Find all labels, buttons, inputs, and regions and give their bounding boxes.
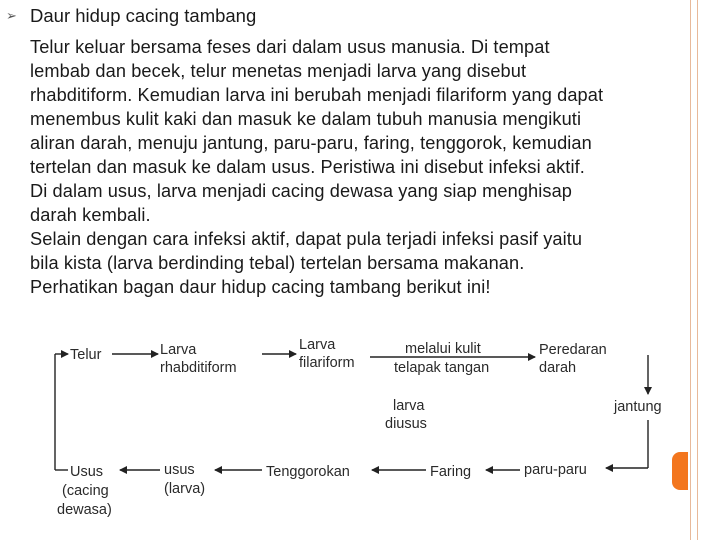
node-line: rhabditiform — [160, 360, 237, 376]
node-line: telapak tangan — [394, 360, 490, 376]
paragraph-line: tertelan dan masuk ke dalam usus. Peristiwa ini disebut infeksi aktif. — [30, 157, 585, 177]
node-usus-cacing-dewasa — [57, 464, 113, 518]
node-jantung: jantung — [614, 399, 662, 415]
paragraph-line: darah kembali. — [30, 205, 151, 225]
node-line: usus — [164, 462, 195, 478]
node-faring: Faring — [430, 464, 472, 480]
node-larva-diusus — [385, 398, 428, 432]
edge-label-melalui-kulit — [394, 341, 489, 376]
paragraph-line: bila kista (larva berdinding tebal) tertelan bersama makanan. — [30, 253, 525, 273]
node-larva-rhabditiform — [160, 342, 237, 376]
node-usus-larva — [164, 462, 205, 497]
node-line: darah — [539, 360, 577, 376]
node-paru-paru: paru-paru — [524, 462, 587, 478]
node-line: Larva — [299, 337, 336, 353]
node-larva-filariform — [299, 337, 355, 371]
node-line: larva — [393, 398, 425, 414]
node-tenggorokan: Tenggorokan — [266, 464, 350, 480]
node-line: melalui kulit — [405, 341, 481, 357]
paragraph-line: menembus kulit kaki dan masuk ke dalam tubuh manusia mengikuti — [30, 109, 582, 129]
node-line: (cacing — [62, 483, 109, 499]
node-peredaran-darah — [539, 342, 611, 376]
slide-heading: Daur hidup cacing tambang — [30, 5, 257, 26]
paragraph-line: lembab dan becek, telur menetas menjadi larva yang disebut — [30, 61, 527, 81]
paragraph-line: aliran darah, menuju jantung, paru-paru, faring, tenggorok, kemudian — [30, 133, 592, 153]
paragraph-line: Selain dengan cara infeksi aktif, dapat pula terjadi infeksi pasif yaitu — [30, 229, 583, 249]
node-line: dewasa) — [57, 502, 112, 518]
node-telur: Telur — [70, 347, 102, 363]
paragraph-line: rhabditiform. Kemudian larva ini berubah menjadi filariform yang dapat — [30, 85, 604, 105]
node-line: filariform — [299, 355, 355, 371]
node-line: Larva — [160, 342, 197, 358]
node-line: (larva) — [164, 481, 206, 497]
paragraph-line: Telur keluar bersama feses dari dalam usus manusia. Di tempat — [30, 37, 550, 57]
node-line: Usus — [70, 464, 104, 480]
paragraph-line: Di dalam usus, larva menjadi cacing dewasa yang siap menghisap — [30, 181, 573, 201]
node-line: diusus — [385, 416, 427, 432]
arrow-bullet-icon: ➢ — [6, 8, 17, 23]
node-line: Peredaran — [539, 342, 607, 358]
paragraph-line: Perhatikan bagan daur hidup cacing tambang berikut ini! — [30, 277, 491, 297]
